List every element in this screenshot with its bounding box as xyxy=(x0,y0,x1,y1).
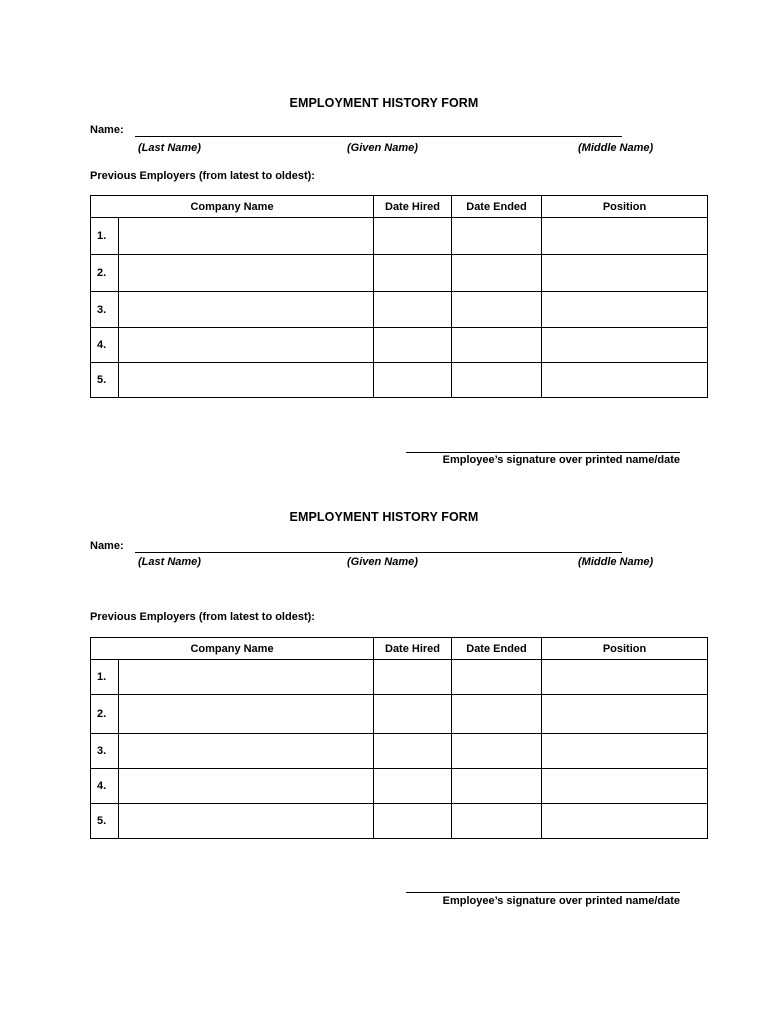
company-name-cell[interactable] xyxy=(119,769,374,804)
company-name-cell[interactable] xyxy=(119,695,374,734)
name-label: Name: xyxy=(90,124,124,136)
name-input-line[interactable] xyxy=(135,538,622,553)
date-ended-cell[interactable] xyxy=(452,328,542,363)
row-number: 5. xyxy=(91,804,119,839)
table-header-row xyxy=(91,638,708,660)
date-hired-cell[interactable] xyxy=(374,255,452,292)
date-hired-cell[interactable] xyxy=(374,328,452,363)
table-header-row xyxy=(91,196,708,218)
name-input-line[interactable] xyxy=(135,122,622,137)
position-cell[interactable] xyxy=(542,734,708,769)
signature-label: Employee’s signature over printed name/date xyxy=(442,895,680,907)
header-date-ended: Date Ended xyxy=(452,196,542,218)
date-ended-cell[interactable] xyxy=(452,255,542,292)
name-label: Name: xyxy=(90,540,124,552)
date-ended-cell[interactable] xyxy=(452,734,542,769)
table-row xyxy=(91,328,708,363)
previous-employers-label: Previous Employers (from latest to oldest): xyxy=(90,170,315,182)
table-row xyxy=(91,695,708,734)
date-hired-cell[interactable] xyxy=(374,363,452,398)
row-number: 1. xyxy=(91,218,119,255)
header-date-ended: Date Ended xyxy=(452,638,542,660)
header-company-name: Company Name xyxy=(91,196,374,218)
employers-table xyxy=(90,637,708,839)
date-hired-cell[interactable] xyxy=(374,769,452,804)
date-ended-cell[interactable] xyxy=(452,660,542,695)
position-cell[interactable] xyxy=(542,292,708,328)
company-name-cell[interactable] xyxy=(119,255,374,292)
last-name-label: (Last Name) xyxy=(138,142,201,154)
form-title: EMPLOYMENT HISTORY FORM xyxy=(289,96,479,110)
signature-line[interactable] xyxy=(406,440,680,453)
header-date-hired: Date Hired xyxy=(374,638,452,660)
position-cell[interactable] xyxy=(542,769,708,804)
row-number: 2. xyxy=(91,255,119,292)
row-number: 4. xyxy=(91,328,119,363)
date-ended-cell[interactable] xyxy=(452,292,542,328)
row-number: 1. xyxy=(91,660,119,695)
date-ended-cell[interactable] xyxy=(452,769,542,804)
row-number: 3. xyxy=(91,292,119,328)
date-hired-cell[interactable] xyxy=(374,292,452,328)
company-name-cell[interactable] xyxy=(119,218,374,255)
row-number: 4. xyxy=(91,769,119,804)
form-title: EMPLOYMENT HISTORY FORM xyxy=(289,510,479,524)
company-name-cell[interactable] xyxy=(119,363,374,398)
position-cell[interactable] xyxy=(542,363,708,398)
company-name-cell[interactable] xyxy=(119,734,374,769)
middle-name-label: (Middle Name) xyxy=(578,556,654,568)
table-row xyxy=(91,218,708,255)
company-name-cell[interactable] xyxy=(119,804,374,839)
last-name-label: (Last Name) xyxy=(138,556,201,568)
signature-label: Employee’s signature over printed name/date xyxy=(442,454,680,466)
given-name-label: (Given Name) xyxy=(347,556,418,568)
table-row xyxy=(91,255,708,292)
employers-table xyxy=(90,195,708,398)
header-position: Position xyxy=(542,638,708,660)
company-name-cell[interactable] xyxy=(119,292,374,328)
table-row xyxy=(91,769,708,804)
row-number: 5. xyxy=(91,363,119,398)
row-number: 3. xyxy=(91,734,119,769)
middle-name-label: (Middle Name) xyxy=(578,142,654,154)
date-hired-cell[interactable] xyxy=(374,695,452,734)
date-ended-cell[interactable] xyxy=(452,804,542,839)
position-cell[interactable] xyxy=(542,804,708,839)
header-date-hired: Date Hired xyxy=(374,196,452,218)
date-hired-cell[interactable] xyxy=(374,218,452,255)
position-cell[interactable] xyxy=(542,695,708,734)
position-cell[interactable] xyxy=(542,255,708,292)
date-hired-cell[interactable] xyxy=(374,734,452,769)
position-cell[interactable] xyxy=(542,328,708,363)
position-cell[interactable] xyxy=(542,218,708,255)
signature-line[interactable] xyxy=(406,880,680,893)
date-ended-cell[interactable] xyxy=(452,363,542,398)
date-ended-cell[interactable] xyxy=(452,695,542,734)
table-row xyxy=(91,734,708,769)
table-row xyxy=(91,363,708,398)
company-name-cell[interactable] xyxy=(119,660,374,695)
date-hired-cell[interactable] xyxy=(374,804,452,839)
given-name-label: (Given Name) xyxy=(347,142,418,154)
previous-employers-label: Previous Employers (from latest to oldest): xyxy=(90,611,315,623)
date-hired-cell[interactable] xyxy=(374,660,452,695)
company-name-cell[interactable] xyxy=(119,328,374,363)
row-number: 2. xyxy=(91,695,119,734)
header-position: Position xyxy=(542,196,708,218)
date-ended-cell[interactable] xyxy=(452,218,542,255)
position-cell[interactable] xyxy=(542,660,708,695)
table-row xyxy=(91,292,708,328)
table-row xyxy=(91,804,708,839)
header-company-name: Company Name xyxy=(91,638,374,660)
table-row xyxy=(91,660,708,695)
